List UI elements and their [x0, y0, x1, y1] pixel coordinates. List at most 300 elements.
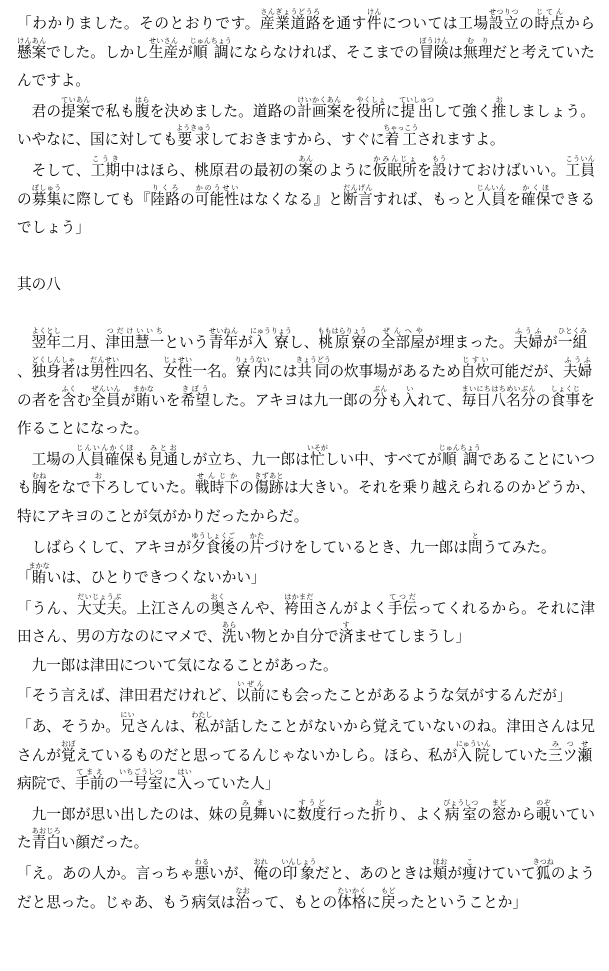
ruby-reading: す	[338, 621, 354, 630]
ruby-base: 役所	[356, 102, 386, 120]
ruby-word	[491, 798, 507, 823]
text-run: で私も	[90, 102, 135, 120]
ruby-base: 三ツ瀬	[548, 746, 593, 764]
text-run: えているものだと思ってるんじゃないかしら。ほら、私が	[75, 746, 458, 764]
ruby-reading: むね	[31, 472, 47, 481]
ruby-base: 夕食後	[191, 538, 236, 556]
ruby-word	[460, 355, 490, 380]
ruby-reading: あおじろ	[31, 827, 61, 836]
text-run: 一名。	[192, 362, 237, 380]
ruby-base: 窓	[491, 805, 507, 823]
text-run: し、	[288, 334, 319, 352]
ruby-word	[249, 531, 265, 556]
ruby-base: 募集	[31, 190, 62, 208]
ruby-reading: じょせい	[163, 355, 193, 364]
ruby-reading: だんげん	[343, 183, 373, 192]
ruby-base: 順調	[438, 450, 481, 468]
text-run: 可能だが、	[490, 362, 563, 380]
ruby-word	[148, 36, 179, 61]
ruby-reading: さんぎょうどうろ	[260, 8, 321, 16]
ruby-base: 青年	[208, 334, 239, 352]
ruby-reading: まど	[491, 798, 507, 807]
ruby-reading: どくしんしゃ	[31, 355, 76, 364]
text-run: 「そう言えば、津田君だけれど、	[17, 687, 236, 705]
ruby-word	[189, 36, 232, 61]
ruby-base: 賄	[28, 569, 50, 587]
ruby-base: 腹	[134, 102, 150, 120]
paragraph	[17, 96, 595, 155]
ruby-word	[548, 739, 593, 764]
text-run: のようだと思った。じゃあ、もう病気は	[17, 865, 595, 911]
ruby-reading: みつせ	[548, 739, 593, 748]
ruby-base: 確保	[521, 190, 551, 208]
ruby-reading: ていあん	[61, 95, 91, 104]
text-run: も	[134, 450, 149, 468]
ruby-base: 悪	[194, 865, 210, 883]
ruby-base: 胸	[31, 479, 47, 497]
ruby-reading: せつりつ	[488, 8, 519, 16]
text-run: にも会ったことがあるような気がするんだが」	[265, 687, 572, 705]
ruby-base: 入院	[455, 746, 491, 764]
ruby-base: 人員確保	[75, 450, 135, 468]
ruby-reading: いそが	[306, 443, 328, 452]
ruby-word	[208, 327, 239, 352]
text-run: だと、あのときは	[314, 865, 433, 883]
ruby-reading: びょうしつ	[443, 798, 479, 807]
ruby-word	[521, 183, 551, 208]
text-run: って、もとの	[249, 893, 338, 911]
text-run: は大きい。それを乗り越えられるのかどうか、特にアキヨのことが気がかりだったからだ。	[17, 479, 595, 525]
ruby-base: 計画案	[297, 102, 342, 120]
ruby-word	[557, 327, 588, 352]
text-run: に際しても『	[61, 190, 151, 208]
ruby-word	[550, 384, 581, 409]
ruby-reading: ゆうしょくご	[191, 531, 236, 540]
ruby-base: 冒険	[419, 43, 449, 61]
ruby-word	[432, 858, 448, 883]
ruby-word	[372, 384, 388, 409]
ruby-base: 共同	[295, 362, 331, 380]
ruby-base: 印象	[281, 865, 317, 883]
text-run: でした。しかし	[46, 43, 149, 61]
ruby-reading: い	[402, 384, 418, 393]
ruby-word	[338, 621, 354, 646]
ruby-base: 袴田	[284, 599, 314, 617]
ruby-word	[249, 327, 292, 352]
ruby-reading: ぜんへや	[380, 327, 425, 336]
ruby-reading: いんしょう	[281, 858, 317, 867]
text-run: り、よく	[385, 805, 445, 823]
text-run: む	[76, 391, 92, 409]
ruby-word	[254, 472, 284, 497]
ruby-word	[297, 95, 342, 120]
ruby-base: 毎日	[461, 391, 492, 409]
ruby-base: 桃原寮	[317, 334, 367, 352]
text-run: の	[235, 538, 250, 556]
ruby-base: 済	[338, 628, 354, 646]
ruby-word	[191, 711, 213, 736]
ruby-word	[463, 36, 493, 61]
ruby-base: 案	[298, 161, 314, 179]
text-run: しばらくして、アキヨが	[31, 538, 192, 556]
text-run: をなで	[46, 479, 92, 497]
ruby-base: 手伝	[387, 599, 418, 617]
text-run: 。上江さんの	[121, 599, 211, 617]
ruby-base: 分	[372, 391, 388, 409]
ruby-reading: みま	[238, 798, 268, 807]
ruby-word	[337, 886, 367, 911]
text-run: という	[164, 334, 209, 352]
ruby-base: 食事	[550, 391, 581, 409]
ruby-base: 提案	[61, 102, 91, 120]
ruby-word	[565, 154, 595, 179]
paragraph	[17, 593, 595, 652]
ruby-base: 生産	[148, 43, 179, 61]
text-run: が埋まった。	[425, 334, 514, 352]
ruby-reading: こういん	[565, 154, 595, 163]
ruby-word	[260, 8, 322, 32]
ruby-base: 女性	[163, 362, 193, 380]
text-after-section	[17, 327, 609, 917]
ruby-reading: いぜん	[235, 680, 266, 689]
ruby-reading: もど	[381, 886, 396, 895]
ruby-reading: じんいん	[476, 183, 506, 192]
text-run: が話したことがないから覚えていないのね。津田さんは兄さんが	[17, 718, 595, 764]
ruby-base: 片	[249, 538, 265, 556]
text-run: しが立ち、九一郎は	[178, 450, 310, 468]
text-run: れて、	[417, 391, 462, 409]
ruby-word	[419, 36, 449, 61]
text-run: の	[268, 865, 283, 883]
ruby-reading: にゅういん	[455, 739, 491, 748]
text-run: が	[447, 865, 463, 883]
ruby-word	[438, 443, 481, 468]
text-run: 「	[17, 569, 32, 587]
ruby-reading: じゅんちょう	[189, 36, 232, 45]
ruby-word	[180, 384, 211, 409]
ruby-base: 大丈夫	[77, 599, 122, 617]
ruby-base: 可能性	[194, 190, 240, 208]
ruby-base: 兄	[120, 718, 136, 736]
ruby-base: 工員	[565, 161, 595, 179]
ruby-reading: よくとし	[31, 327, 61, 336]
ruby-base: 陸路	[150, 190, 181, 208]
ruby-word	[461, 384, 492, 409]
ruby-reading: きずあと	[254, 472, 284, 481]
ruby-word	[31, 327, 62, 352]
ruby-base: 一号室	[118, 775, 163, 793]
ruby-reading: わる	[194, 858, 210, 867]
text-run: 九一郎は津田について気になることがあった。	[31, 656, 338, 674]
ruby-base: 自炊	[460, 362, 490, 380]
ruby-word	[532, 858, 554, 883]
ruby-reading: おく	[210, 592, 225, 601]
ruby-reading: せいさん	[148, 36, 179, 45]
ruby-reading: せんじか	[194, 472, 240, 481]
text-run: さんは、	[135, 718, 195, 736]
ruby-base: 覚	[61, 746, 76, 764]
text-run: を	[506, 190, 522, 208]
ruby-reading: ふうふ	[562, 355, 593, 364]
ruby-reading: にゅうりょう	[249, 327, 292, 336]
paragraph	[17, 532, 595, 563]
ruby-base: 産業道路	[260, 15, 322, 32]
text-run: 中はほら、桃原君の最初の	[120, 161, 299, 179]
ruby-base: 病室	[443, 805, 479, 823]
ruby-word	[17, 36, 47, 61]
text-run: については工場	[382, 15, 489, 32]
ruby-reading: かくほ	[521, 183, 551, 192]
ruby-word	[194, 183, 240, 208]
ruby-base: 希望	[180, 391, 211, 409]
text-run: の	[535, 391, 551, 409]
section-title: 其の八	[17, 275, 61, 293]
ruby-word	[235, 680, 266, 705]
ruby-reading: おぼ	[61, 739, 76, 748]
ruby-base: 見舞	[238, 805, 268, 823]
paragraph	[17, 327, 595, 443]
ruby-word	[443, 798, 479, 823]
text-run: い顔だった。	[60, 834, 149, 852]
ruby-word	[90, 154, 121, 179]
ruby-reading: やくしょ	[356, 95, 386, 104]
paragraph	[17, 8, 595, 96]
ruby-word	[562, 355, 593, 380]
paragraph	[17, 652, 595, 681]
ruby-base: 手前	[75, 775, 105, 793]
ruby-word	[163, 355, 193, 380]
ruby-reading: にい	[120, 711, 135, 720]
ruby-base: 治	[235, 893, 250, 911]
ruby-base: 時点	[534, 15, 566, 32]
ruby-reading: ちゃっこう	[383, 124, 419, 133]
ruby-reading: ていしゅつ	[399, 95, 435, 104]
text-run: うてみた。	[482, 538, 556, 556]
text-run: が	[178, 43, 193, 61]
text-run: した。アキヨは九一郎の	[210, 391, 373, 409]
ruby-word	[402, 384, 418, 409]
ruby-word	[148, 443, 179, 468]
ruby-word	[177, 768, 192, 793]
ruby-base: 八名分	[491, 391, 536, 409]
ruby-base: 以前	[235, 687, 266, 705]
ruby-word	[431, 154, 447, 179]
ruby-base: 順調	[189, 43, 232, 61]
ruby-reading: むり	[463, 36, 493, 45]
text-run: の炊事場があるため	[329, 362, 461, 380]
ruby-base: 数度	[297, 805, 327, 823]
text-run: 「え。あの人か。言っちゃ	[17, 865, 195, 883]
ruby-base: 傷跡	[254, 479, 284, 497]
ruby-base: 件	[366, 15, 383, 32]
ruby-word	[91, 384, 121, 409]
text-run: 四名、	[119, 362, 164, 380]
ruby-reading: こ	[462, 858, 477, 867]
ruby-base: 男性	[90, 362, 120, 380]
ruby-reading: はちめいぶん	[491, 384, 536, 393]
ruby-base: 痩	[462, 865, 477, 883]
ruby-reading: あん	[298, 154, 313, 163]
ruby-base: 工期	[90, 161, 121, 179]
ruby-reading: じてん	[534, 8, 565, 16]
ruby-reading: のぞ	[536, 798, 551, 807]
paragraph	[17, 711, 595, 799]
text-run: しい中、すべてが	[324, 450, 442, 468]
ruby-reading: つだけいいち	[105, 327, 165, 336]
text-run: さんがよく	[313, 599, 388, 617]
ruby-word	[238, 798, 268, 823]
text-run: は	[448, 43, 464, 61]
ruby-word	[221, 621, 237, 646]
ruby-base: 入	[402, 391, 418, 409]
ruby-base: 提出	[399, 102, 435, 120]
ruby-word	[132, 384, 154, 409]
text-run: いを	[150, 391, 181, 409]
ruby-word	[383, 124, 419, 149]
ruby-reading: かみんじょ	[372, 154, 417, 163]
text-run: の	[104, 775, 119, 793]
ruby-word	[28, 562, 50, 587]
ruby-base: 下	[91, 479, 106, 497]
ruby-reading: けん	[366, 8, 382, 16]
ruby-word	[491, 384, 536, 409]
ruby-reading: かた	[249, 531, 265, 540]
ruby-word	[253, 858, 269, 883]
ruby-base: 忙	[306, 450, 328, 468]
ruby-reading: かのうせい	[194, 183, 240, 192]
ruby-word	[31, 472, 47, 497]
text-run: いが、	[209, 865, 254, 883]
text-run: されますよ。	[416, 131, 505, 149]
ruby-word	[284, 592, 314, 617]
ruby-base: 断言	[343, 190, 373, 208]
ruby-reading: もう	[431, 154, 447, 163]
ruby-reading: じすい	[460, 355, 490, 364]
text-run: の	[519, 15, 535, 32]
text-run: ってくれるから。それに津田さん、男の方なのにマメで、	[17, 599, 595, 646]
text-run: 二月、	[61, 334, 106, 352]
ruby-word	[134, 95, 150, 120]
ruby-reading: お	[91, 472, 106, 481]
ruby-base: 見通	[148, 450, 179, 468]
ruby-word	[150, 183, 181, 208]
text-run: を作ることになった。	[17, 391, 595, 438]
section-gap	[17, 243, 609, 271]
ruby-word	[77, 592, 122, 617]
ruby-reading: お	[370, 798, 386, 807]
ruby-word	[468, 531, 483, 556]
ruby-word	[513, 327, 544, 352]
ruby-base: 狐	[532, 865, 554, 883]
ruby-reading: りくろ	[150, 183, 180, 192]
ruby-word	[380, 327, 425, 352]
text-run: の	[239, 479, 255, 497]
ruby-base: 仮眠所	[372, 161, 418, 179]
ruby-word	[61, 384, 77, 409]
text-run: 工場の	[31, 450, 76, 468]
text-run: の	[17, 190, 32, 208]
ruby-base: 戦時下	[194, 479, 240, 497]
ruby-base: 全部屋	[380, 334, 425, 352]
text-run: から	[506, 805, 537, 823]
ruby-reading: おれ	[253, 858, 268, 867]
ruby-word	[295, 355, 331, 380]
text-run: 行った	[326, 805, 371, 823]
paragraph	[17, 858, 595, 917]
text-run: ろしていた。	[105, 479, 195, 497]
ruby-reading: なお	[235, 886, 250, 895]
ruby-base: 戻	[381, 893, 396, 911]
text-run: しておきますから、すぐに	[209, 131, 385, 149]
ruby-base: 津田慧一	[105, 334, 165, 352]
text-run: から	[565, 15, 595, 32]
ruby-reading: あら	[221, 621, 237, 630]
ruby-base: 全員	[91, 391, 121, 409]
ruby-word	[381, 886, 396, 911]
text-run: いは、ひとりできつくないかい」	[46, 569, 266, 587]
ruby-base: 体格	[337, 893, 367, 911]
ruby-reading: ぼしゅう	[31, 183, 62, 192]
ruby-base: 一組	[557, 334, 588, 352]
ruby-reading: けいかくあん	[297, 95, 342, 104]
text-run: していた	[489, 746, 549, 764]
ruby-reading: だいじょうぶ	[77, 592, 122, 601]
text-run: 「あ、そうか。	[17, 718, 121, 736]
ruby-reading: ふく	[61, 384, 77, 393]
ruby-base: 独身者	[31, 362, 76, 380]
ruby-reading: きつね	[532, 858, 554, 867]
ruby-base: 入	[177, 775, 192, 793]
paragraph	[17, 155, 595, 243]
text-run: っていた人」	[191, 775, 280, 793]
ruby-reading: みとお	[148, 443, 179, 452]
text-before-section	[17, 8, 609, 243]
ruby-word	[387, 592, 418, 617]
ruby-reading: せいねん	[208, 327, 239, 336]
ruby-word	[488, 8, 520, 32]
ruby-reading: わたし	[191, 711, 213, 720]
ruby-reading: こうき	[90, 154, 121, 163]
text-run: ったということか」	[395, 893, 527, 911]
ruby-reading: ほお	[432, 858, 448, 867]
ruby-base: 推	[491, 102, 507, 120]
ruby-base: 懸案	[17, 43, 47, 61]
text-run: を	[341, 102, 357, 120]
text-run: そして、	[31, 161, 91, 179]
text-run: の者を	[17, 391, 62, 409]
ruby-word	[491, 95, 507, 120]
ruby-reading: きょうどう	[295, 355, 331, 364]
text-run: だと考えていたんですよ。	[17, 43, 595, 90]
ruby-word	[75, 443, 135, 468]
ruby-word	[306, 443, 328, 468]
ruby-word	[75, 768, 105, 793]
ruby-base: 俺	[253, 865, 269, 883]
ruby-word	[118, 768, 163, 793]
ruby-word	[343, 183, 373, 208]
ruby-word	[281, 858, 317, 883]
text-run: 病院で、	[17, 775, 76, 793]
ruby-word	[455, 739, 491, 764]
text-run: 君の	[31, 102, 62, 120]
ruby-base: 奥	[210, 599, 226, 617]
ruby-word	[61, 739, 76, 764]
text-run: 、	[17, 362, 32, 380]
text-run: を	[417, 161, 432, 179]
text-run: いに	[267, 805, 298, 823]
ruby-reading: ようきゅう	[176, 124, 212, 133]
text-run: はなくなる』と	[239, 190, 344, 208]
